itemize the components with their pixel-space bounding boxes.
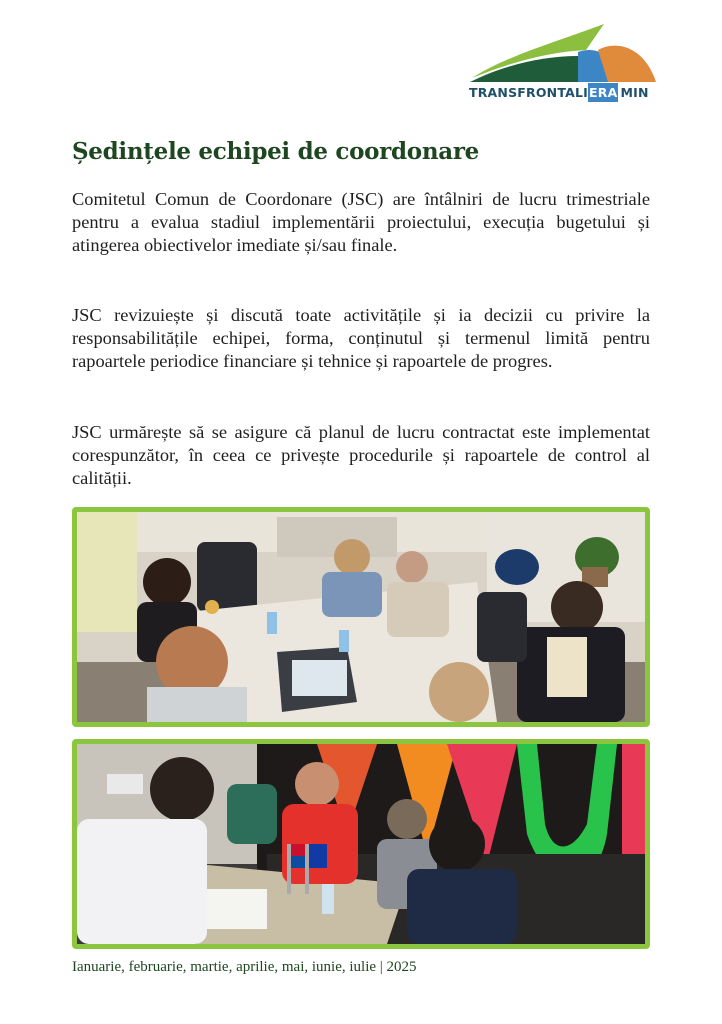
logo-swoosh-graphic: [466, 20, 662, 82]
transfrontaliera-min-logo: [466, 20, 662, 104]
footer-date: Ianuarie, februarie, martie, aprilie, mai, iunie, iulie | 2025: [72, 959, 417, 975]
paragraph-2: JSC revizuiește și discută toate activitățile și ia decizii cu privire la responsabilitățile echipei, forma, conținutul și termenul limită pentru rapoartele periodice financiare și tehnice și rapoartele de progres.: [72, 305, 650, 371]
logo-text-min: MIN: [620, 84, 649, 100]
meeting-photo-1: [72, 507, 650, 727]
paragraph-3: JSC urmărește să se asigure că planul de lucru contractat este implementat corespunzător, în ceea ce privește procedurile și rapoartele de control al calității.: [72, 422, 650, 488]
page-title: Ședințele echipei de coordonare: [72, 138, 480, 165]
logo-wordmark: [469, 82, 649, 102]
meeting-photo-1-image: [77, 512, 645, 722]
paragraph-1: Comitetul Comun de Coordonare (JSC) are întâlniri de lucru trimestriale pentru a evalua stadiul implementării proiectului, execuția bugetului și atingerea obiectivelor imediate și/sau finale.: [72, 189, 650, 255]
meeting-photo-2-image: [77, 744, 645, 944]
meeting-photo-2: [72, 739, 650, 949]
logo-text-era: ERA: [589, 84, 618, 100]
logo-text-main: TRANSFRONTALI: [469, 84, 588, 100]
